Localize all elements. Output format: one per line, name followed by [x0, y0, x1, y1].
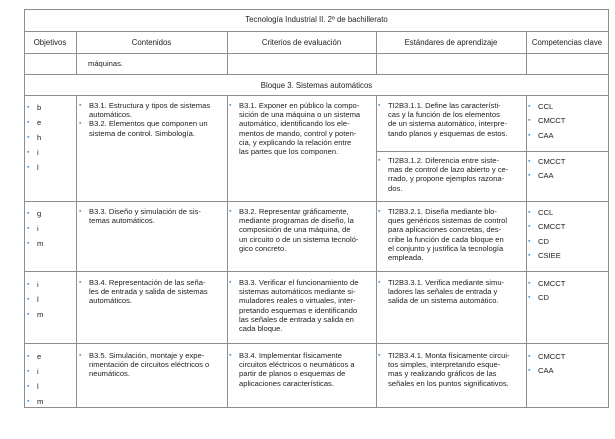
table-title: Tecnología Industrial II. 2º de bachillerato [245, 15, 388, 24]
row4-criterio [229, 351, 375, 388]
list-item: ▪ B3.1. Exponer en público la compo- sición de una máquina o un sistema automático, identificando los ele- mentos de mando, control y poten- cia, y explicando la relación entre las partes que los componen. [229, 101, 375, 156]
row4-competencias [528, 352, 606, 381]
header-competencias: Competencias clave [531, 38, 603, 47]
row3-competencias [528, 279, 606, 308]
list-item: ▪ CAA [528, 131, 606, 140]
list-item: ▪ CMCCT [528, 157, 606, 166]
row3-estandar-1 [378, 278, 524, 306]
list-item: ▪ TI2B3.1.2. Diferencia entre siste- mas de control de lazo abierto y ce- rrado, y propone ejemplos razona- dos. [378, 156, 524, 193]
header-estandares: Estándares de aprendizaje [404, 38, 498, 47]
list-item: ▪ i [27, 280, 73, 289]
list-item: ▪ CMCCT [528, 279, 606, 288]
list-item: ▪ B3.2. Elementos que componen un sistema de control. Simbología. [79, 119, 225, 137]
list-item: ▪ B3.4. Representación de las seña- les de entrada y salida de sistemas automáticos. [79, 278, 225, 306]
list-item: ▪ l [27, 163, 73, 172]
row4-objetivos [27, 352, 73, 412]
list-item: ▪ m [27, 397, 73, 406]
row2-criterio [229, 207, 375, 253]
list-item: ▪ CMCCT [528, 222, 606, 231]
list-item: ▪ TI2B3.3.1. Verifica mediante simu- ladores las señales de entrada y salida de un sistema automático. [378, 278, 524, 306]
list-item: ▪ CCL [528, 208, 606, 217]
row4-contenidos [79, 351, 225, 379]
list-item: ▪ B3.1. Estructura y tipos de sistemas automáticos. [79, 101, 225, 119]
list-item: ▪ l [27, 382, 73, 391]
row2-estandar-1 [378, 207, 524, 262]
list-item: ▪ i [27, 148, 73, 157]
list-item: ▪ CAA [528, 366, 606, 375]
row3-contenidos [79, 278, 225, 306]
list-item: ▪ CMCCT [528, 116, 606, 125]
row1-criterio [229, 101, 375, 156]
row3-criterio [229, 278, 375, 333]
list-item: ▪ e [27, 352, 73, 361]
row2-objetivos [27, 209, 73, 254]
list-item: ▪ CCL [528, 102, 606, 111]
list-item: ▪ e [27, 118, 73, 127]
list-item: ▪ CAA [528, 171, 606, 180]
list-item: ▪ B3.4. Implementar físicamente circuitos eléctricos o neumáticos a partir de planos o esquemas de aplicaciones características. [229, 351, 375, 388]
row1-contenidos [79, 101, 225, 138]
carryover-text: máquinas. [88, 59, 124, 68]
list-item: ▪ B3.2. Representar gráficamente, mediante programas de diseño, la composición de una máquina, de un circuito o de un sistema tecnoló- gico concreto. [229, 207, 375, 253]
list-item: ▪ m [27, 239, 73, 248]
list-item: ▪ CD [528, 237, 606, 246]
row1-estandar-1 [378, 101, 524, 138]
list-item: ▪ TI2B3.4.1. Monta físicamente circui- tos simples, interpretando esque- mas y realizando gráficos de las señales en los puntos significativos. [378, 351, 524, 388]
row4-estandar-1 [378, 351, 524, 388]
list-item: ▪ g [27, 209, 73, 218]
header-objetivos: Objetivos [33, 38, 67, 47]
block-title: Bloque 3. Sistemas automáticos [260, 81, 373, 90]
row1-competencias-2 [528, 157, 606, 186]
list-item: ▪ b [27, 103, 73, 112]
list-item: ▪ TI2B3.1.1. Define las característi- cas y la función de los elementos de un sistema automático, interpre- tando planos y esquemas de estos. [378, 101, 524, 138]
list-item: ▪ CSIEE [528, 251, 606, 260]
list-item: ▪ l [27, 295, 73, 304]
list-item: ▪ i [27, 224, 73, 233]
row1-estandar-2 [378, 156, 524, 193]
list-item: ▪ CMCCT [528, 352, 606, 361]
row2-competencias [528, 208, 606, 266]
list-item: ▪ B3.3. Diseño y simulación de sis- temas automáticos. [79, 207, 225, 225]
row2-contenidos [79, 207, 225, 225]
list-item: ▪ m [27, 310, 73, 319]
row1-objetivos [27, 103, 73, 178]
row3-objetivos [27, 280, 73, 325]
list-item: ▪ B3.5. Simulación, montaje y expe- rimentación de circuitos eléctricos o neumáticos. [79, 351, 225, 379]
list-item: ▪ h [27, 133, 73, 142]
list-item: ▪ TI2B3.2.1. Diseña mediante blo- ques genéricos sistemas de control para aplicaciones concretas, des- cribe la función de cada bloque en el conjunto y justifica la tecnología empleada. [378, 207, 524, 262]
header-criterios: Criterios de evaluación [261, 38, 342, 47]
row1-competencias-1 [528, 102, 606, 145]
list-item: ▪ B3.3. Verificar el funcionamiento de sistemas automáticos mediante si- muladores reales o virtuales, inter- pretando esquemas e identificando las señales de entrada y salida en cada bloque. [229, 278, 375, 333]
list-item: ▪ CD [528, 293, 606, 302]
list-item: ▪ i [27, 367, 73, 376]
header-contenidos: Contenidos [131, 38, 172, 47]
